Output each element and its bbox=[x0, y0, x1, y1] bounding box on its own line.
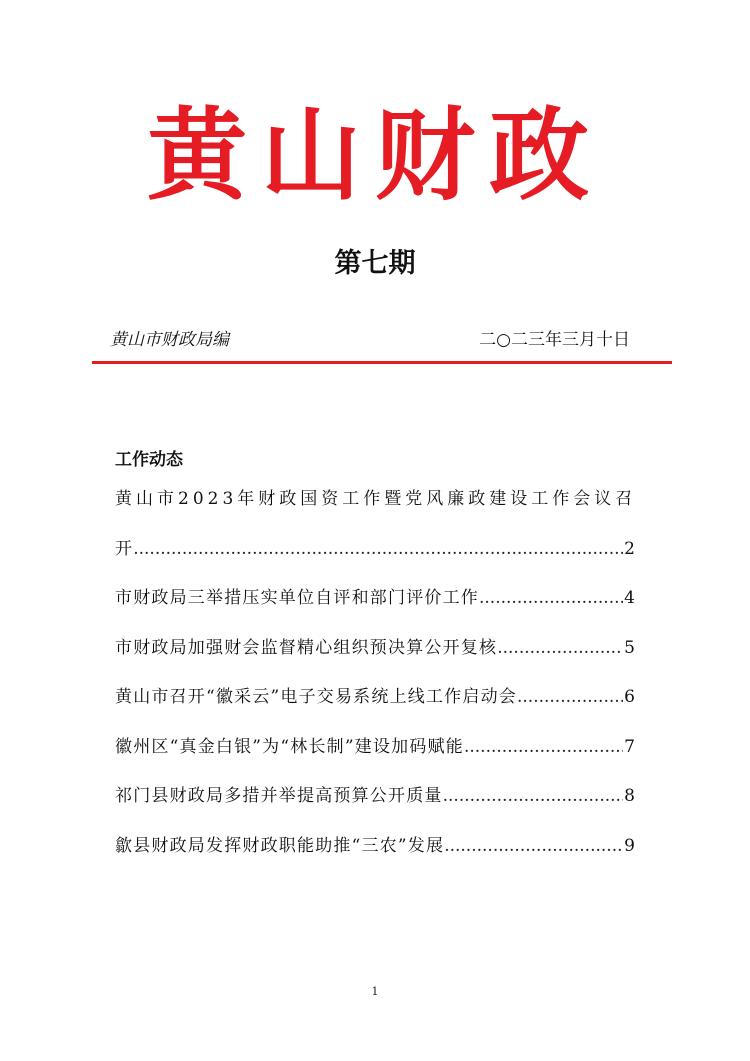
editor-label: 黄山市财政局编 bbox=[110, 330, 229, 350]
toc-item-page: 5 bbox=[624, 637, 635, 658]
toc-item-page: 8 bbox=[624, 786, 635, 806]
toc-item-1-line-2[interactable] bbox=[115, 532, 635, 582]
toc-leader-dots bbox=[444, 829, 623, 863]
toc-leader-dots bbox=[479, 581, 623, 615]
toc-leader-dots bbox=[497, 631, 623, 665]
table-of-contents bbox=[115, 482, 635, 878]
issue-number: 第七期 bbox=[334, 248, 416, 279]
toc-item-4[interactable] bbox=[115, 680, 635, 730]
toc-leader-dots bbox=[443, 779, 624, 813]
toc-item-title: 黄山市2023年财政国资工作暨党风廉政建设工作会议召 bbox=[115, 489, 637, 509]
toc-item-page: 9 bbox=[624, 835, 635, 856]
toc-item-6[interactable] bbox=[115, 779, 635, 829]
masthead-title: 黄山财政 bbox=[147, 96, 603, 214]
toc-item-page: 2 bbox=[624, 538, 635, 559]
toc-item-7[interactable] bbox=[115, 829, 635, 879]
toc-leader-dots bbox=[133, 532, 623, 566]
toc-leader-dots bbox=[464, 730, 623, 764]
toc-item-3[interactable] bbox=[115, 631, 635, 681]
toc-item-1-line-1[interactable] bbox=[115, 482, 635, 532]
section-heading: 工作动态 bbox=[115, 450, 183, 470]
page-number: 1 bbox=[371, 985, 379, 998]
red-divider bbox=[92, 361, 672, 364]
toc-item-title: 开 bbox=[115, 538, 134, 559]
toc-item-page: 6 bbox=[624, 687, 635, 707]
toc-item-title: 歙县财政局发挥财政职能助推“三农”发展 bbox=[115, 835, 445, 856]
meta-row bbox=[110, 327, 630, 353]
issue-date: 二○二三年三月十日 bbox=[479, 330, 630, 350]
toc-item-page: 4 bbox=[624, 588, 635, 608]
toc-item-title: 徽州区“真金白银”为“林长制”建设加码赋能 bbox=[115, 736, 464, 757]
toc-item-2[interactable] bbox=[115, 581, 635, 631]
toc-item-page: 7 bbox=[624, 736, 635, 757]
toc-item-title: 黄山市召开“徽采云”电子交易系统上线工作启动会 bbox=[115, 687, 517, 707]
toc-leader-dots bbox=[517, 680, 623, 714]
toc-item-5[interactable] bbox=[115, 730, 635, 780]
toc-item-title: 市财政局三举措压实单位自评和部门评价工作 bbox=[115, 588, 479, 608]
toc-item-title: 祁门县财政局多措并举提高预算公开质量 bbox=[115, 786, 443, 806]
toc-item-title: 市财政局加强财会监督精心组织预决算公开复核 bbox=[115, 637, 498, 658]
